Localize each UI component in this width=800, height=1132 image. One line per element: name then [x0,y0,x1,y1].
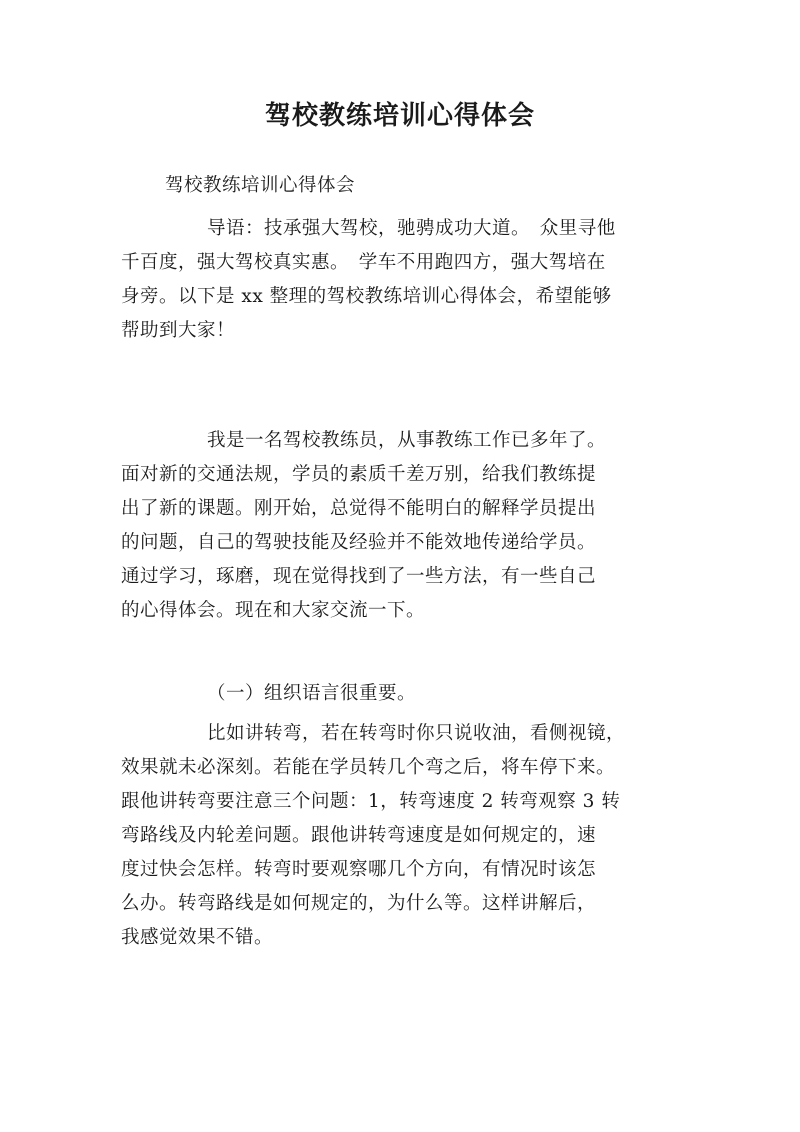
paragraph-1 [121,424,687,628]
paragraph-line: 么办。转弯路线是如何规定的，为什么等。这样讲解后， [121,893,597,914]
document-subtitle [121,169,687,203]
paragraph-line: 效果就未必深刻。若能在学员转几个弯之后，将车停下来。 [121,757,616,778]
section-heading-line: （一）组织语言很重要。 [207,683,417,704]
paragraph-line: 我感觉效果不错。 [121,927,274,948]
intro-line: 身旁。以下是 xx 整理的驾校教练培训心得体会，希望能够 [121,286,612,307]
paragraph-line: 出了新的课题。刚开始，总觉得不能明白的解释学员提出 [121,498,597,519]
paragraph-line: 面对新的交通法规，学员的素质千差万别，给我们教练提 [121,464,597,485]
intro-paragraph [121,212,687,348]
paragraph-line: 我是一名驾校教练员，从事教练工作已多年了。 [207,430,607,451]
intro-line: 帮助到大家！ [121,320,236,341]
intro-line: 导语：技承强大驾校，驰骋成功大道。 众里寻他 [207,218,616,239]
paragraph-line: 的心得体会。现在和大家交流一下。 [121,600,426,621]
paragraph-line: 的问题，自己的驾驶技能及经验并不能效地传递给学员。 [121,532,597,553]
paragraph-line: 度过快会怎样。转弯时要观察哪几个方向，有情况时该怎 [121,859,597,880]
paragraph-line: 弯路线及内轮差问题。跟他讲转弯速度是如何规定的，速 [121,825,597,846]
paragraph-line: 跟他讲转弯要注意三个问题：1，转弯速度 2 转弯观察 3 转 [121,791,621,812]
section-heading [121,677,687,711]
paragraph-line: 通过学习，琢磨，现在觉得找到了一些方法，有一些自己 [121,566,597,587]
subtitle-line: 驾校教练培训心得体会 [165,175,356,196]
paragraph-line: 比如讲转弯，若在转弯时你只说收油，看侧视镜， [207,723,626,744]
document-title: 驾校教练培训心得体会 [264,101,535,131]
paragraph-2 [121,717,687,955]
intro-line: 千百度，强大驾校真实惠。 学车不用跑四方，强大驾培在 [121,252,606,273]
